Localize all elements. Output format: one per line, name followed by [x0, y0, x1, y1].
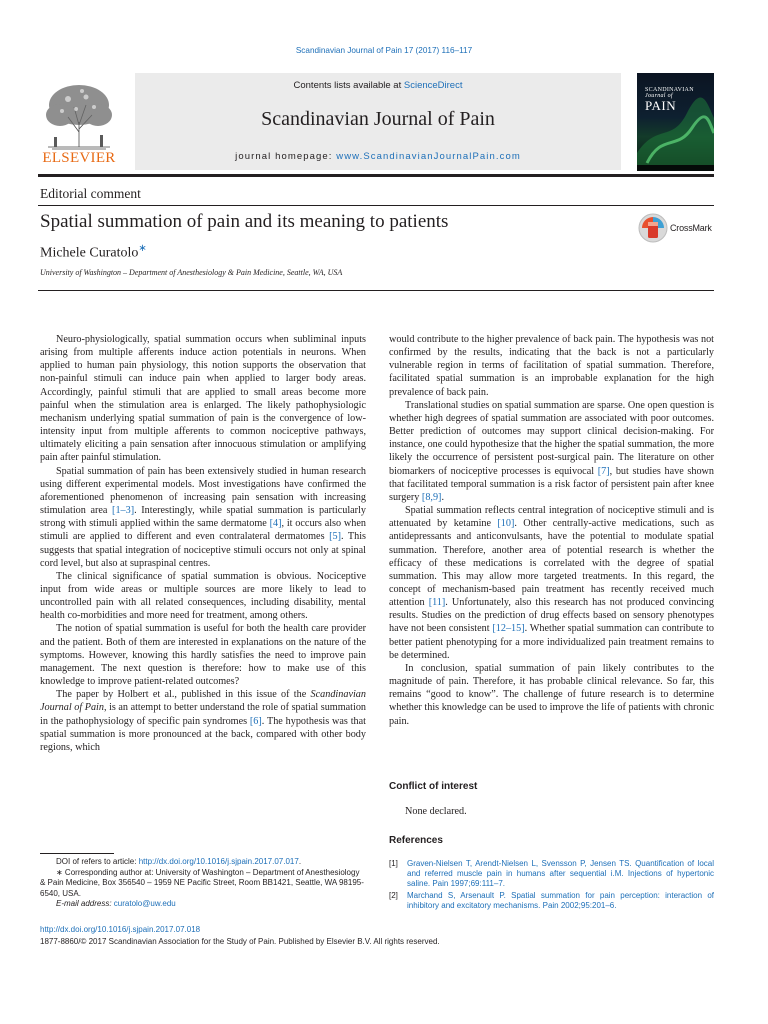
header-rule — [38, 174, 714, 177]
email-label: E-mail address: — [56, 899, 114, 909]
cover-pain: PAIN — [645, 98, 677, 113]
citation-link[interactable]: [12–15] — [492, 623, 525, 635]
conflict-text: None declared. — [405, 806, 467, 817]
body-paragraph: would contribute to the higher prevalence of back pain. The hypothesis was not confirmed by the results, indicating that the back is not a particularly vulnerable region in terms of facilitation of spatial summation. Therefore, facilitated spatial summation is an improbable explanation for the high prevalence of back pain. — [389, 334, 714, 398]
text-run: The paper by Holbert et al., published in this issue of the — [56, 689, 311, 701]
text-run: , is an attempt to better understand the role of spatial summation in the pathophysiology of specific pain syndromes — [40, 702, 367, 727]
article-type-rule — [38, 205, 714, 206]
text-run: , but studies have shown that facilitated temporal summation is a risk factor of persistent pain after knee surgery — [389, 465, 715, 503]
citation-link[interactable]: [11] — [428, 597, 446, 609]
sciencedirect-link[interactable]: ScienceDirect — [403, 80, 463, 91]
article-type: Editorial comment — [40, 186, 141, 201]
reference-number: [1] — [389, 859, 398, 868]
cover-journal-of: Journal of — [645, 93, 673, 99]
author-line — [40, 243, 147, 262]
body-paragraph: The notion of spatial summation is useful for both the health care provider and the patient. Both of them are interested in explanations on the nature of the symptoms. However, knowing this hardly satisfies the need to improve pain management. The next question is therefore: how to make use of this knowledge to improve patient-related outcomes? — [40, 623, 366, 688]
body-column-right — [389, 333, 714, 728]
text-run: . Interestingly, while spatial summation is particularly strong with stimuli applied within the same dermatome — [40, 505, 366, 530]
citation-link[interactable]: [4] — [269, 518, 282, 530]
doi-footnote — [40, 857, 366, 868]
corresponding-author-mark[interactable]: ∗ — [138, 243, 147, 254]
citation-link[interactable]: [7] — [597, 465, 610, 477]
text-run: . Other centrally-active medications, such as antidepressants and anticonvulsants, have the potential to modulate spatial summation. Therefore, another area of potential research is whether the efficacy of these medications is correlated with the degree of spatial summation. This may allow more targeted treatments. In this regard, the concept of mechanism-based pain treatment has recently received much attention — [389, 518, 714, 609]
corresponding-author-footnote: ∗ Corresponding author at: University of Washington – Department of Anesthesiology & Pain Medicine, Box 356540 – 1959 NE Pacific Street, Room BB1421, Seattle, WA 98195-6540, USA. — [40, 867, 364, 898]
body-paragraph — [40, 465, 366, 570]
copyright-line: 1877-8860/© 2017 Scandinavian Association for the Study of Pain. Published by Elsevier B.V. All rights reserved. — [40, 937, 440, 946]
journal-name: Scandinavian Journal of Pain — [261, 108, 495, 130]
email-footnote — [40, 899, 366, 910]
reference-link[interactable]: Graven-Nielsen T, Arendt-Nielsen L, Svensson P, Jensen TS. Quantification of local and referred muscle pain in humans after sequential i.M. Injections of hypertonic saline. Pain 1997;69:111–7. — [407, 859, 714, 889]
author-name: Michele Curatolo — [40, 245, 139, 261]
body-paragraph: The clinical significance of spatial summation is obvious. Nociceptive input from wide areas or multiple sources are more likely to lead to uncontrolled pain with all related consequences, including disability, mental health co-morbidities and more need for treatment, among others. — [40, 570, 366, 622]
crossmark-label[interactable]: CrossMark — [670, 223, 712, 233]
contents-prefix: Contents lists available at — [293, 80, 404, 91]
references-list — [389, 859, 714, 912]
body-paragraph — [40, 688, 366, 754]
text-run: . — [441, 491, 444, 503]
journal-citation-link[interactable]: Scandinavian Journal of Pain 17 (2017) 116–117 — [295, 46, 473, 55]
body-paragraph — [389, 504, 714, 662]
text-run: Translational studies on spatial summation are sparse. One open question is whether high degrees of spatial summation are associated with poor outcomes. Better prediction of outcomes may support clinical decision-making. For instance, one could hypothesize that the higher the spatial summation, the more likely the occurrence of persistent post-surgical pain. The literature on other biomarkers of nociceptive processes is equivocal — [389, 399, 714, 477]
text-run: . The hypothesis was that spatial summation is more pronounced at the back, compared with other body regions, which — [40, 715, 366, 753]
text-run: DOI of refers to article: — [56, 857, 139, 866]
journal-cover-image — [637, 73, 714, 171]
citation-link[interactable]: [10] — [497, 518, 515, 530]
citation-link[interactable]: [6] — [249, 715, 262, 727]
email-link[interactable]: curatolo@uw.edu — [113, 899, 176, 909]
text-run: Spatial summation of pain has been extensively studied in human research using different experimental models. Most investigations have confirmed the aforementioned phenomenon of increasing pain sensation with increasing stimulation area — [40, 465, 366, 517]
body-column-left — [40, 333, 366, 754]
citation-link[interactable]: [8,9] — [421, 491, 442, 503]
reference-item — [389, 891, 714, 911]
cover-small-text: SCANDINAVIAN — [645, 87, 694, 93]
reference-number: [2] — [389, 890, 398, 900]
text-run: , it occurs also when stimuli are applied to different and even contralateral dermatomes — [40, 518, 366, 543]
journal-homepage-link[interactable]: www.ScandinavianJournalPain.com — [336, 151, 521, 162]
footnote-rule — [40, 853, 114, 854]
author-affiliation: University of Washington – Department of Anesthesiology & Pain Medicine, Seattle, WA, USA — [40, 268, 343, 277]
related-doi-link[interactable]: http://dx.doi.org/10.1016/j.sjpain.2017.07.017 — [138, 857, 299, 866]
contents-line — [135, 80, 621, 91]
cover-title — [645, 87, 694, 112]
article-header-rule — [38, 290, 714, 291]
body-paragraph: In conclusion, spatial summation of pain likely contributes to the magnitude of pain. Therefore, it has probable clinical relevance. So far, this remains “good to know”. The challenge of future research is to determine whether this knowledge can be used to improve the life of patients with chronic pain. — [389, 662, 714, 727]
body-paragraph: Neuro-physiologically, spatial summation occurs when subliminal inputs arising from multiple afferents induce action potentials in neurons. When applied to human pain physiology, this notion supports the observation that non-painful stimuli can induce pain when applied to larger body areas. Accordingly, painful stimuli that are applied to small areas become more painful when the stimulation area is enlarged. The likely pathophysiologic mechanism underlying spatial summation of pain is the convergence of low-intensity input from multiple afferents to common nociceptive pathways, ultimately eliciting a pain sensation after innocuous stimulation or amplifying pain after painful stimulation. — [40, 334, 366, 464]
citation-link[interactable]: [5] — [329, 531, 341, 543]
reference-link[interactable]: Marchand S, Arsenault P. Spatial summation for pain perception: interaction of inhibitory and excitatory mechanisms. Pain 2002;95:201–6. — [407, 890, 714, 910]
text-run: . Unfortunately, also this research has not produced convincing results. Studies on the prediction of drug effects based on sensory phenotypes have not been consistent — [389, 597, 714, 635]
journal-homepage-line — [135, 151, 621, 162]
journal-name-italic: Scandinavian Journal of Pain — [40, 689, 366, 714]
conflict-heading: Conflict of interest — [389, 781, 478, 792]
text-run: . Whether spatial summation can contribute to better patient phenotyping for a more individualized pain treatment remains to be determined. — [389, 623, 714, 661]
article-title: Spatial summation of pain and its meaning to patients — [40, 211, 449, 232]
text-run: . This suggests that spatial integration of nociceptive stimuli occurs not only at spinal cord level, but also at supraspinal centres. — [40, 531, 366, 569]
elsevier-wordmark: ELSEVIER — [42, 150, 116, 166]
article-doi-link[interactable]: http://dx.doi.org/10.1016/j.sjpain.2017.07.018 — [40, 925, 201, 934]
footnotes — [40, 857, 366, 910]
homepage-prefix: journal homepage: — [235, 151, 337, 162]
text-run: . — [298, 857, 302, 866]
text-run: Spatial summation reflects central integration of nociceptive stimuli and is attenuated by ketamine — [389, 505, 714, 530]
body-paragraph — [389, 399, 714, 504]
reference-item — [389, 859, 714, 890]
references-heading: References — [389, 835, 443, 846]
citation-link[interactable]: [1–3] — [112, 505, 135, 517]
